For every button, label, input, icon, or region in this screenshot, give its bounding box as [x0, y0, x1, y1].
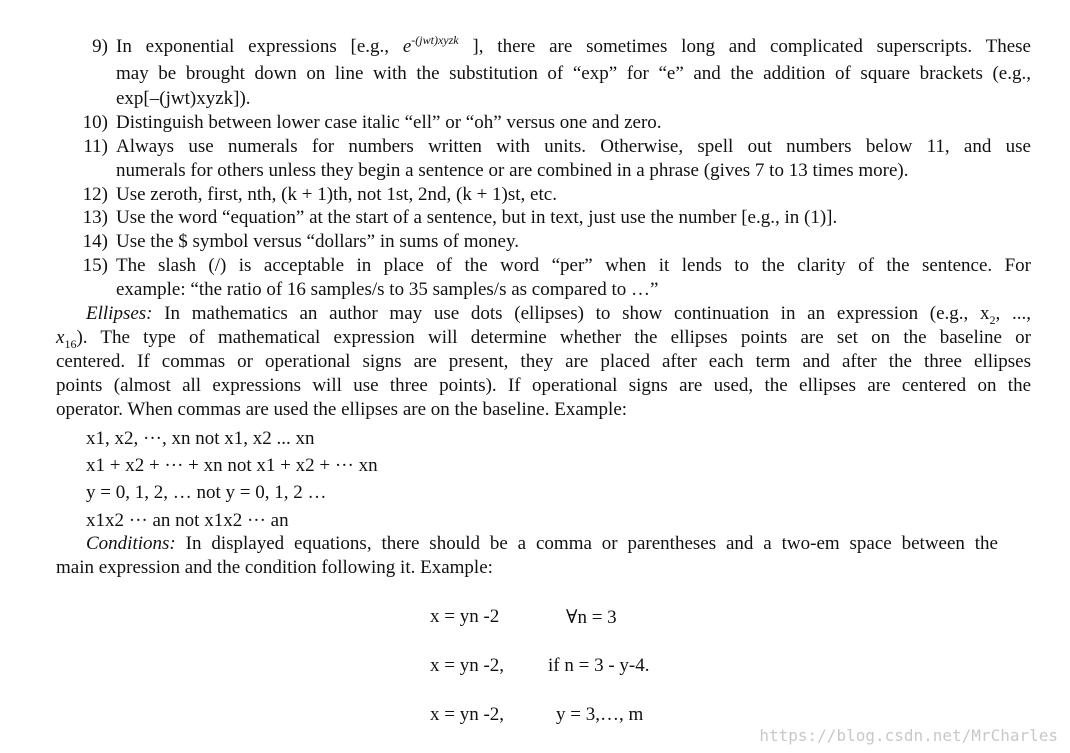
- display-equation: x = yn -2,: [430, 704, 505, 725]
- list-item-number: 9): [92, 36, 108, 57]
- list-item-text: exp[–(jwt)xyzk]).: [116, 88, 251, 109]
- list-item-text: Distinguish between lower case italic “ell” or “oh” versus one and zero.: [116, 112, 662, 133]
- list-item-text: may be brought down on line with the substitution of “exp” for “e” and the addition of square brackets (e.g.,: [116, 63, 1031, 84]
- list-item-number: 12): [82, 184, 108, 205]
- example-expression: x1, x2, ···, xn not x1, x2 ... xn: [86, 428, 315, 449]
- conditions-heading: Conditions:: [86, 533, 176, 554]
- list-item-text: The slash (/) is acceptable in place of the word “per” when it lends to the clarity of the sentence. For: [116, 255, 1031, 276]
- display-condition: ∀n = 3: [566, 607, 617, 628]
- ellipses-paragraph-line: points (almost all expressions will use three points). If operational signs are used, the ellipses are centered on the: [56, 375, 1031, 396]
- list-item-text: numerals for others unless they begin a sentence or are combined in a phrase (gives 7 to 13 times more).: [116, 160, 909, 181]
- list-item-text: example: “the ratio of 16 samples/s to 35 samples/s as compared to …”: [116, 279, 659, 300]
- list-item-text: Use the $ symbol versus “dollars” in sums of money.: [116, 231, 519, 252]
- watermark-url: https://blog.csdn.net/MrCharles: [759, 726, 1058, 745]
- conditions-paragraph-line: Conditions: In displayed equations, there should be a comma or parentheses and a two-em space between the: [86, 533, 998, 554]
- list-item-text: Use zeroth, first, nth, (k + 1)th, not 1st, 2nd, (k + 1)st, etc.: [116, 184, 557, 205]
- display-equation: x = yn -2,: [430, 655, 505, 676]
- list-item-text: Use the word “equation” at the start of a sentence, but in text, just use the number [e.g., in (1)].: [116, 207, 838, 228]
- list-item-number: 13): [82, 207, 108, 228]
- ellipses-paragraph-line: operator. When commas are used the ellipses are on the baseline. Example:: [56, 399, 628, 420]
- conditions-paragraph-line: main expression and the condition following it. Example:: [56, 557, 493, 578]
- ellipses-paragraph-line: Ellipses: In mathematics an author may use dots (ellipses) to show continuation in an expression (e.g., $x_2$, ...,: [86, 303, 1031, 327]
- ellipses-paragraph-line: $x_{16}$). The type of mathematical expression will determine whether the ellipses points are set on the baseline or: [56, 327, 1031, 351]
- list-item-number: 14): [82, 231, 108, 252]
- ellipses-paragraph-line: centered. If commas or operational signs are present, they are placed after each term and after the three ellipses: [56, 351, 1031, 372]
- display-condition: y = 3,…, m: [556, 704, 644, 725]
- display-equation: x = yn -2: [430, 606, 500, 627]
- list-item-number: 11): [83, 136, 108, 157]
- example-expression: x1 + x2 + ··· + xn not x1 + x2 + ··· xn: [86, 455, 378, 476]
- list-item-number: 15): [82, 255, 108, 276]
- example-expression: x1x2 ··· an not x1x2 ··· an: [86, 510, 289, 531]
- display-condition: if n = 3 - y-4.: [548, 655, 650, 676]
- example-expression: y = 0, 1, 2, … not y = 0, 1, 2 …: [86, 482, 327, 503]
- list-item-text: In exponential expressions [e.g., $e^{-(jwt)xyzk}$ ], there are sometimes long and complicated superscripts. These: [116, 33, 1031, 57]
- ellipses-heading: Ellipses:: [86, 303, 153, 324]
- list-item-text: Always use numerals for numbers written with units. Otherwise, spell out numbers below 11, and use: [116, 136, 1031, 157]
- list-item-number: 10): [82, 112, 108, 133]
